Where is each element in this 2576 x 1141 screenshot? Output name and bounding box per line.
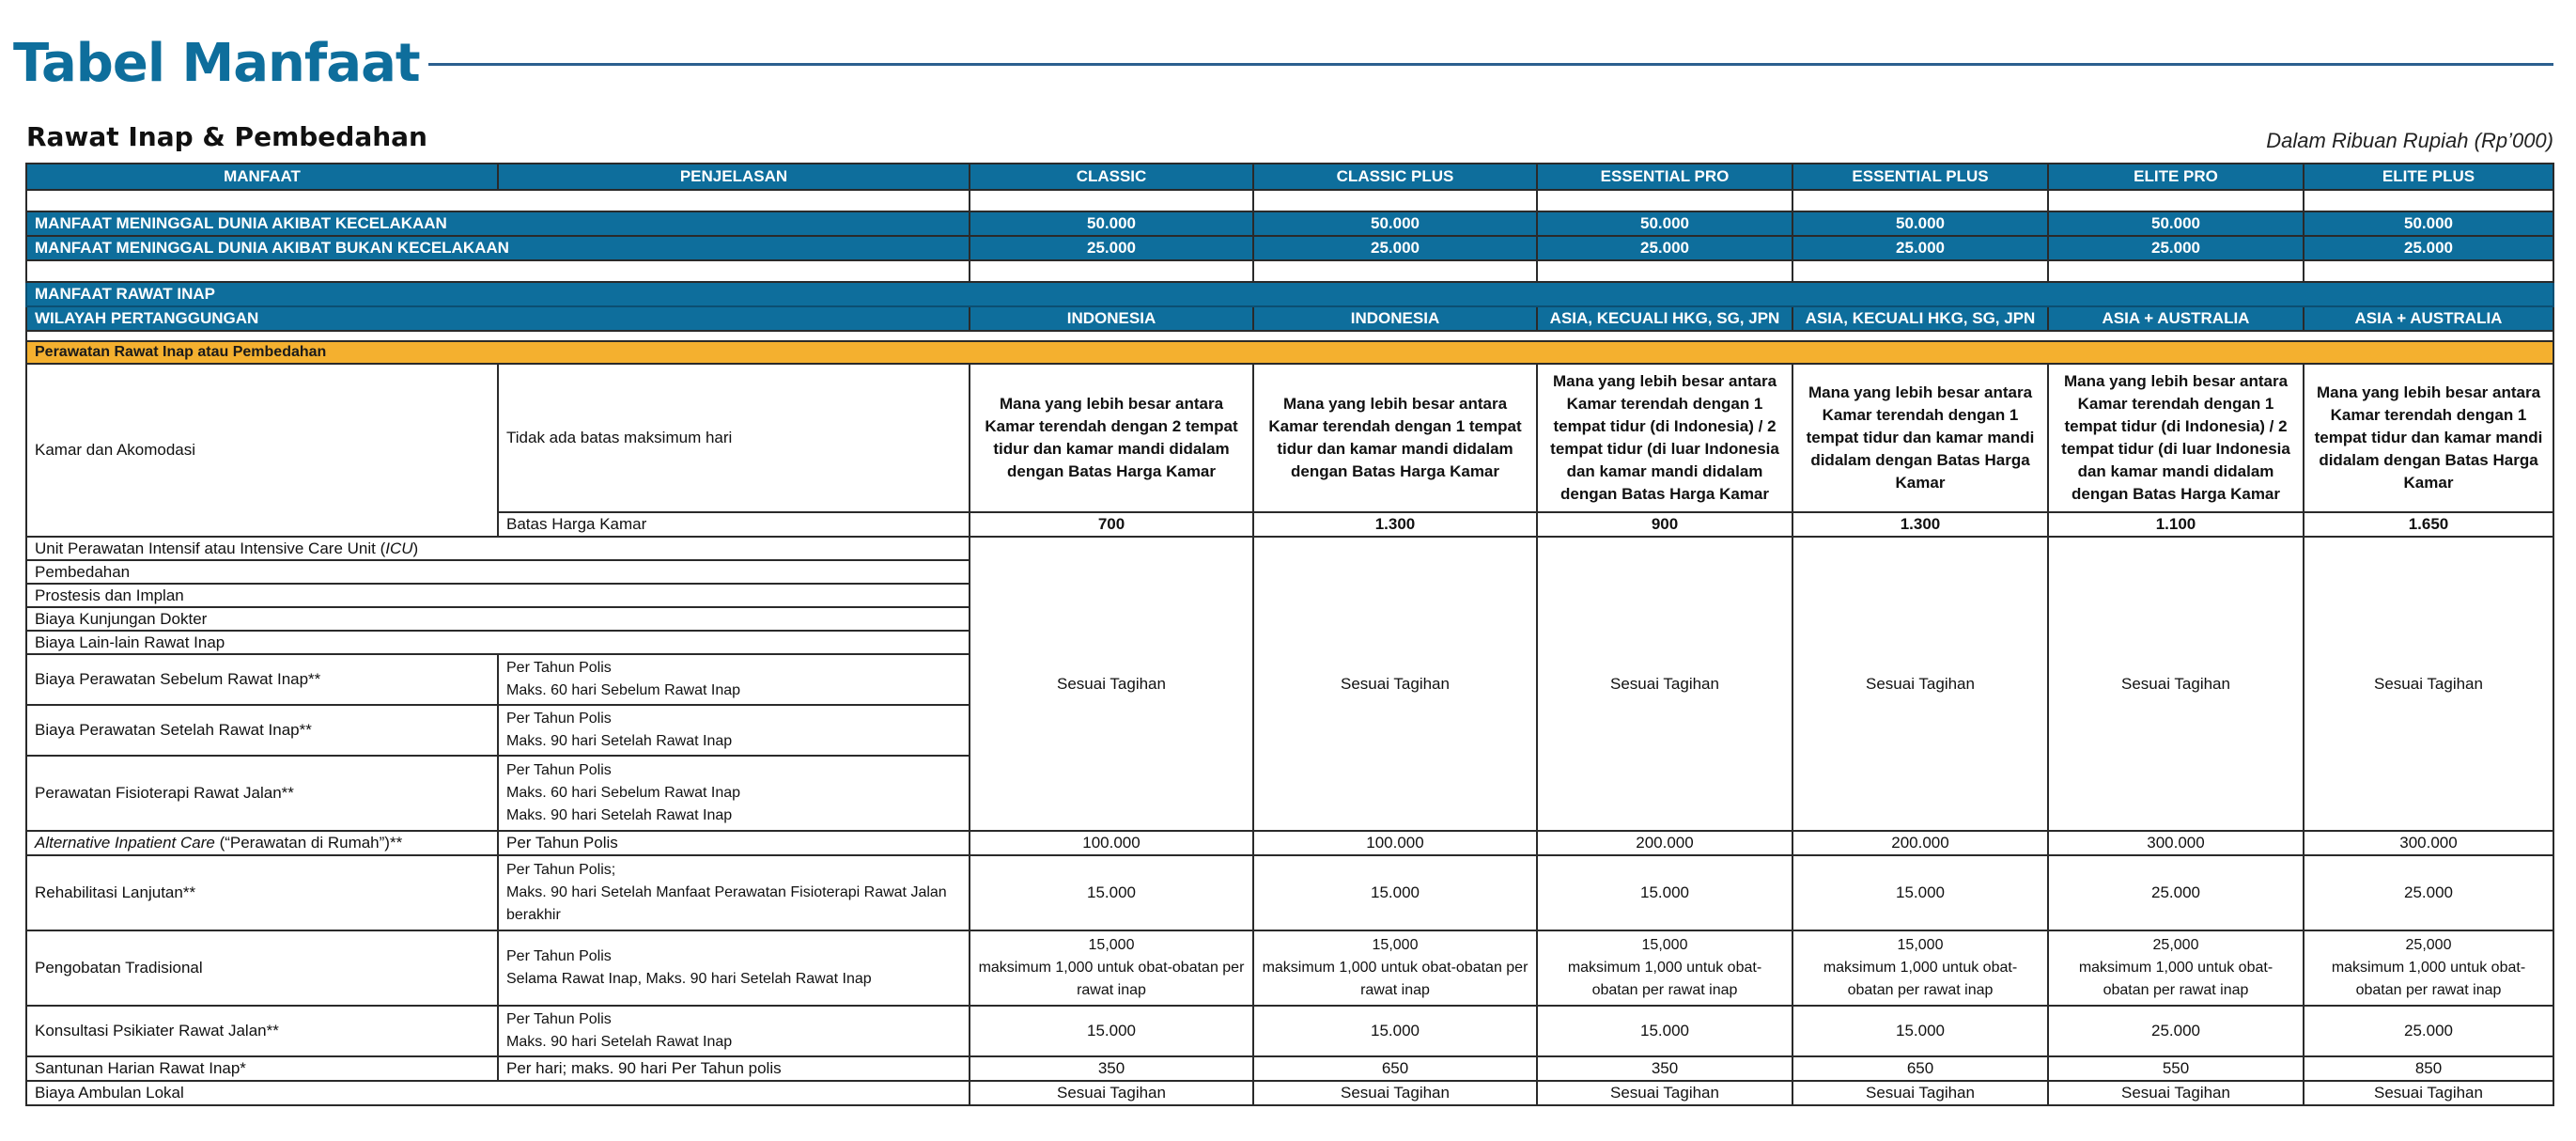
region-value: ASIA + AUSTRALIA [2304, 306, 2553, 331]
ambulance-label: Biaya Ambulan Lokal [26, 1081, 970, 1105]
death-accident-label: MANFAAT MENINGGAL DUNIA AKIBAT KECELAKAAN [26, 211, 970, 236]
desc-line: Per Tahun Polis; [506, 862, 616, 878]
death-non-accident-value: 25.000 [2304, 236, 2553, 260]
home-care-value: 300.000 [2048, 831, 2304, 855]
psychiatrist-value: 15.000 [970, 1006, 1253, 1056]
ambulance-row [26, 1081, 2553, 1105]
desc-line: Maks. 60 hari Sebelum Rawat Inap [506, 682, 741, 698]
death-accident-value: 50.000 [2048, 211, 2304, 236]
daily-allowance-label: Santunan Harian Rawat Inap* [26, 1056, 498, 1081]
icu-row [26, 537, 2553, 560]
daily-allowance-value: 650 [1792, 1056, 2048, 1081]
sesuai-tagihan-cell: Sesuai Tagihan [970, 537, 1253, 831]
icu-label-prefix: Unit Perawatan Intensif atau Intensive Care Unit ( [35, 539, 386, 557]
desc-line: Per Tahun Polis [506, 1011, 612, 1027]
death-non-accident-value: 25.000 [1537, 236, 1792, 260]
spacer-row [26, 190, 2553, 211]
traditional-desc [498, 930, 970, 1006]
desc-line: Selama Rawat Inap, Maks. 90 hari Setelah Rawat Inap [506, 971, 872, 987]
home-care-label [26, 831, 498, 855]
death-accident-value: 50.000 [970, 211, 1253, 236]
daily-allowance-value: 850 [2304, 1056, 2553, 1081]
home-care-value: 100.000 [970, 831, 1253, 855]
traditional-row [26, 930, 2553, 1006]
home-care-value: 100.000 [1253, 831, 1537, 855]
title-rule [428, 63, 2553, 66]
death-non-accident-row [26, 236, 2553, 260]
ambulance-value: Sesuai Tagihan [1792, 1081, 2048, 1105]
traditional-amount: 15,000 [1641, 937, 1688, 953]
header-plan-essential-pro: ESSENTIAL PRO [1537, 164, 1792, 190]
spacer-cell [1792, 190, 2048, 211]
home-care-value: 300.000 [2304, 831, 2553, 855]
traditional-note: maksimum 1,000 untuk obat-obatan per rawat inap [2078, 960, 2273, 998]
rehab-desc [498, 855, 970, 930]
spacer-cell [970, 190, 1253, 211]
region-label: WILAYAH PERTANGGUNGAN [26, 306, 970, 331]
region-value: INDONESIA [1253, 306, 1537, 331]
traditional-value [2048, 930, 2304, 1006]
psychiatrist-label: Konsultasi Psikiater Rawat Jalan** [26, 1006, 498, 1056]
icu-label-abbrev: ICU [385, 539, 413, 557]
death-accident-value: 50.000 [1537, 211, 1792, 236]
home-care-label-italic: Alternative Inpatient Care [35, 834, 215, 852]
section-band-row [26, 341, 2553, 364]
header-plan-essential-plus: ESSENTIAL PLUS [1792, 164, 2048, 190]
header-plan-classic: CLASSIC [970, 164, 1253, 190]
room-limit-value: 900 [1537, 512, 1792, 537]
room-desc: Tidak ada batas maksimum hari [498, 364, 970, 512]
traditional-amount: 25,000 [2405, 937, 2452, 953]
region-value: ASIA + AUSTRALIA [2048, 306, 2304, 331]
spacer-cell [1792, 260, 2048, 282]
traditional-value [970, 930, 1253, 1006]
death-accident-value: 50.000 [2304, 211, 2553, 236]
death-accident-value: 50.000 [1792, 211, 2048, 236]
desc-line: Maks. 90 hari Setelah Manfaat Perawatan Fisioterapi Rawat Jalan berakhir [506, 884, 947, 923]
traditional-value [2304, 930, 2553, 1006]
traditional-amount: 15,000 [1897, 937, 1944, 953]
inpatient-header-row [26, 282, 2553, 306]
rehab-value: 25.000 [2304, 855, 2553, 930]
daily-allowance-value: 650 [1253, 1056, 1537, 1081]
header-manfaat: MANFAAT [26, 164, 498, 190]
post-hospital-desc [498, 705, 970, 756]
desc-line: Maks. 90 hari Setelah Rawat Inap [506, 807, 733, 823]
ambulance-value: Sesuai Tagihan [2048, 1081, 2304, 1105]
traditional-amount: 15,000 [1372, 937, 1419, 953]
spacer-cell [1537, 190, 1792, 211]
pre-hospital-label: Biaya Perawatan Sebelum Rawat Inap** [26, 654, 498, 705]
traditional-value [1253, 930, 1537, 1006]
home-care-label-rest: (“Perawatan di Rumah”)** [214, 834, 403, 852]
room-label: Kamar dan Akomodasi [26, 364, 498, 537]
physio-desc [498, 756, 970, 831]
home-care-value: 200.000 [1792, 831, 2048, 855]
daily-allowance-value: 550 [2048, 1056, 2304, 1081]
desc-line: Per Tahun Polis [506, 948, 612, 964]
icu-label [26, 537, 970, 560]
room-value: Mana yang lebih besar antara Kamar terendah dengan 1 tempat tidur dan kamar mandi didalam dengan Batas Harga Kamar [1253, 364, 1537, 512]
traditional-note: maksimum 1,000 untuk obat-obatan per rawat inap [1823, 960, 2018, 998]
rehab-value: 15.000 [1537, 855, 1792, 930]
spacer-cell [26, 260, 970, 282]
traditional-label: Pengobatan Tradisional [26, 930, 498, 1006]
header-penjelasan: PENJELASAN [498, 164, 970, 190]
surgery-label: Pembedahan [26, 560, 970, 584]
room-limit-value: 1.100 [2048, 512, 2304, 537]
spacer-cell [2048, 260, 2304, 282]
sesuai-tagihan-cell: Sesuai Tagihan [2048, 537, 2304, 831]
death-non-accident-value: 25.000 [1792, 236, 2048, 260]
death-accident-row [26, 211, 2553, 236]
spacer-cell [1253, 190, 1537, 211]
spacer-cell [2304, 190, 2553, 211]
desc-line: Per Tahun Polis [506, 711, 612, 727]
room-limit-value: 700 [970, 512, 1253, 537]
pre-hospital-desc [498, 654, 970, 705]
home-care-row [26, 831, 2553, 855]
doctor-visit-label: Biaya Kunjungan Dokter [26, 607, 970, 631]
room-value: Mana yang lebih besar antara Kamar terendah dengan 1 tempat tidur dan kamar mandi didalam dengan Batas Harga Kamar [2304, 364, 2553, 512]
desc-line: Maks. 90 hari Setelah Rawat Inap [506, 1034, 733, 1050]
psychiatrist-desc [498, 1006, 970, 1056]
traditional-note: maksimum 1,000 untuk obat-obatan per rawat inap [1262, 960, 1529, 998]
currency-note: Dalam Ribuan Rupiah (Rp’000) [2266, 129, 2553, 152]
rehab-label: Rehabilitasi Lanjutan** [26, 855, 498, 930]
traditional-value [1792, 930, 2048, 1006]
room-value: Mana yang lebih besar antara Kamar terendah dengan 1 tempat tidur (di Indonesia) / 2 tempat tidur (di luar Indonesia dan kamar mandi didalam dengan Batas Harga Kamar [1537, 364, 1792, 512]
header-plan-elite-plus: ELITE PLUS [2304, 164, 2553, 190]
death-non-accident-value: 25.000 [1253, 236, 1537, 260]
death-non-accident-label: MANFAAT MENINGGAL DUNIA AKIBAT BUKAN KECELAKAAN [26, 236, 970, 260]
rehab-value: 15.000 [970, 855, 1253, 930]
sesuai-tagihan-cell: Sesuai Tagihan [1253, 537, 1537, 831]
region-value: ASIA, KECUALI HKG, SG, JPN [1537, 306, 1792, 331]
traditional-note: maksimum 1,000 untuk obat-obatan per rawat inap [1567, 960, 1762, 998]
post-hospital-label: Biaya Perawatan Setelah Rawat Inap** [26, 705, 498, 756]
desc-line: Maks. 90 hari Setelah Rawat Inap [506, 733, 733, 749]
traditional-note: maksimum 1,000 untuk obat-obatan per rawat inap [978, 960, 1245, 998]
other-costs-label: Biaya Lain-lain Rawat Inap [26, 631, 970, 654]
traditional-value [1537, 930, 1792, 1006]
icu-label-suffix: ) [412, 539, 419, 557]
psychiatrist-value: 25.000 [2048, 1006, 2304, 1056]
daily-allowance-desc: Per hari; maks. 90 hari Per Tahun polis [498, 1056, 970, 1081]
rehab-row [26, 855, 2553, 930]
rehab-value: 25.000 [2048, 855, 2304, 930]
traditional-amount: 15,000 [1088, 937, 1135, 953]
death-accident-value: 50.000 [1253, 211, 1537, 236]
daily-allowance-value: 350 [1537, 1056, 1792, 1081]
table-header-row [26, 164, 2553, 190]
page-title: Tabel Manfaat [13, 33, 420, 94]
sesuai-tagihan-cell: Sesuai Tagihan [1792, 537, 2048, 831]
death-non-accident-value: 25.000 [970, 236, 1253, 260]
traditional-note: maksimum 1,000 untuk obat-obatan per rawat inap [2331, 960, 2526, 998]
header-plan-elite-pro: ELITE PRO [2048, 164, 2304, 190]
death-non-accident-value: 25.000 [2048, 236, 2304, 260]
room-limit-value: 1.300 [1253, 512, 1537, 537]
region-value: ASIA, KECUALI HKG, SG, JPN [1792, 306, 2048, 331]
traditional-amount: 25,000 [2152, 937, 2199, 953]
prosthesis-label: Prostesis dan Implan [26, 584, 970, 607]
spacer-cell [1537, 260, 1792, 282]
daily-allowance-row [26, 1056, 2553, 1081]
section-band-label: Perawatan Rawat Inap atau Pembedahan [26, 341, 2553, 364]
spacer-cell [2048, 190, 2304, 211]
sesuai-tagihan-cell: Sesuai Tagihan [2304, 537, 2553, 831]
rehab-value: 15.000 [1253, 855, 1537, 930]
room-limit-label: Batas Harga Kamar [498, 512, 970, 537]
desc-line: Maks. 60 hari Sebelum Rawat Inap [506, 785, 741, 801]
psychiatrist-value: 15.000 [1792, 1006, 2048, 1056]
psychiatrist-value: 15.000 [1253, 1006, 1537, 1056]
home-care-desc: Per Tahun Polis [498, 831, 970, 855]
psychiatrist-row [26, 1006, 2553, 1056]
spacer-cell [970, 260, 1253, 282]
sesuai-tagihan-cell: Sesuai Tagihan [1537, 537, 1792, 831]
ambulance-value: Sesuai Tagihan [970, 1081, 1253, 1105]
room-limit-value: 1.650 [2304, 512, 2553, 537]
section-subtitle: Rawat Inap & Pembedahan [26, 121, 427, 152]
benefit-table [25, 163, 2554, 1106]
separator-row [26, 331, 2553, 341]
region-row [26, 306, 2553, 331]
room-limit-value: 1.300 [1792, 512, 2048, 537]
ambulance-value: Sesuai Tagihan [1537, 1081, 1792, 1105]
separator-cell [26, 331, 2553, 341]
spacer-cell [1253, 260, 1537, 282]
physio-label: Perawatan Fisioterapi Rawat Jalan** [26, 756, 498, 831]
room-value: Mana yang lebih besar antara Kamar terendah dengan 1 tempat tidur (di Indonesia) / 2 tempat tidur (di luar Indonesia dan kamar mandi didalam dengan Batas Harga Kamar [2048, 364, 2304, 512]
ambulance-value: Sesuai Tagihan [2304, 1081, 2553, 1105]
daily-allowance-value: 350 [970, 1056, 1253, 1081]
header-plan-classic-plus: CLASSIC PLUS [1253, 164, 1537, 190]
rehab-value: 15.000 [1792, 855, 2048, 930]
home-care-value: 200.000 [1537, 831, 1792, 855]
psychiatrist-value: 25.000 [2304, 1006, 2553, 1056]
desc-line: Per Tahun Polis [506, 660, 612, 676]
spacer-cell [2304, 260, 2553, 282]
ambulance-value: Sesuai Tagihan [1253, 1081, 1537, 1105]
desc-line: Per Tahun Polis [506, 762, 612, 778]
room-value: Mana yang lebih besar antara Kamar terendah dengan 2 tempat tidur dan kamar mandi didalam dengan Batas Harga Kamar [970, 364, 1253, 512]
inpatient-header-label: MANFAAT RAWAT INAP [26, 282, 2553, 306]
room-value: Mana yang lebih besar antara Kamar terendah dengan 1 tempat tidur dan kamar mandi didalam dengan Batas Harga Kamar [1792, 364, 2048, 512]
spacer-cell [26, 190, 970, 211]
spacer-row [26, 260, 2553, 282]
room-row [26, 364, 2553, 512]
psychiatrist-value: 15.000 [1537, 1006, 1792, 1056]
region-value: INDONESIA [970, 306, 1253, 331]
